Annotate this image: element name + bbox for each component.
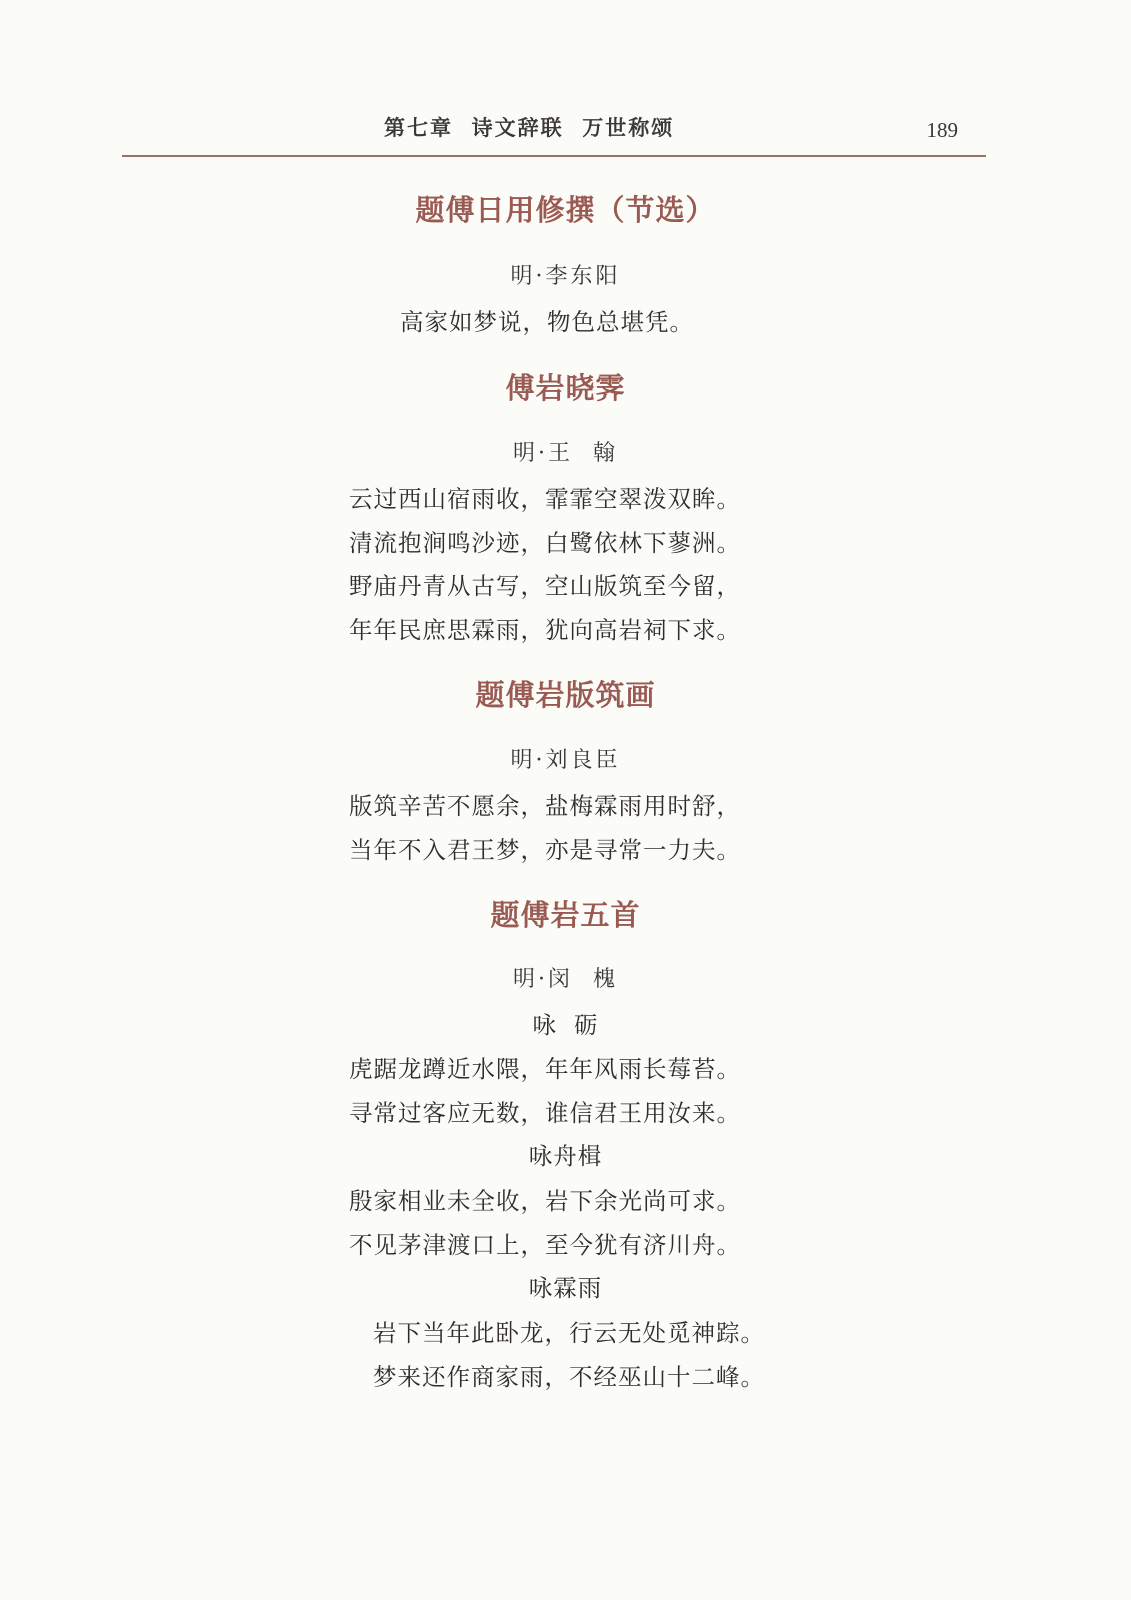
chapter-heading: 第七章 诗文辞联 万世称颂 (384, 116, 675, 140)
poem-line: 云过西山宿雨收，霏霏空翠泼双眸。 (349, 485, 741, 513)
page-number: 189 (926, 118, 958, 142)
poem-line: 不见茅津渡口上，至今犹有济川舟。 (349, 1231, 741, 1259)
poem-author: 明·闵 槐 (513, 967, 618, 992)
poem-line: 高家如梦说，物色总堪凭。 (400, 308, 694, 336)
poem-line: 清流抱涧鸣沙迹，白鹭依林下蓼洲。 (349, 529, 741, 557)
poem-title: 题傅日用修撰（节选） (415, 193, 716, 227)
poem-line: 殷家相业未全收，岩下余光尚可求。 (349, 1187, 741, 1215)
poem-line: 岩下当年此卧龙，行云无处觅神踪。 (373, 1319, 765, 1347)
poem-line: 寻常过客应无数，谁信君王用汝来。 (349, 1099, 741, 1127)
poem-line: 当年不入君王梦，亦是寻常一力夫。 (349, 836, 741, 864)
poem-line: 年年民庶思霖雨，犹向高岩祠下求。 (349, 616, 741, 644)
poem-line: 梦来还作商家雨，不经巫山十二峰。 (373, 1363, 765, 1391)
section-subtitle: 咏霖雨 (528, 1274, 603, 1302)
page-header (122, 100, 986, 157)
poem-line: 虎踞龙蹲近水隈，年年风雨长莓苔。 (349, 1055, 741, 1083)
poem-author: 明·刘良臣 (510, 748, 621, 773)
poem-line: 野庙丹青从古写，空山版筑至今留， (349, 572, 741, 600)
poem-author: 明·李东阳 (510, 264, 621, 289)
section-subtitle: 咏舟楫 (528, 1142, 603, 1170)
poem-author: 明·王 翰 (513, 441, 618, 466)
section-subtitle: 咏 砺 (532, 1011, 599, 1039)
poem-title: 傅岩晓霁 (505, 371, 626, 405)
poem-line: 版筑辛苦不愿余，盐梅霖雨用时舒， (349, 792, 741, 820)
poem-title: 题傅岩版筑画 (475, 678, 656, 712)
poem-title: 题傅岩五首 (490, 898, 641, 932)
